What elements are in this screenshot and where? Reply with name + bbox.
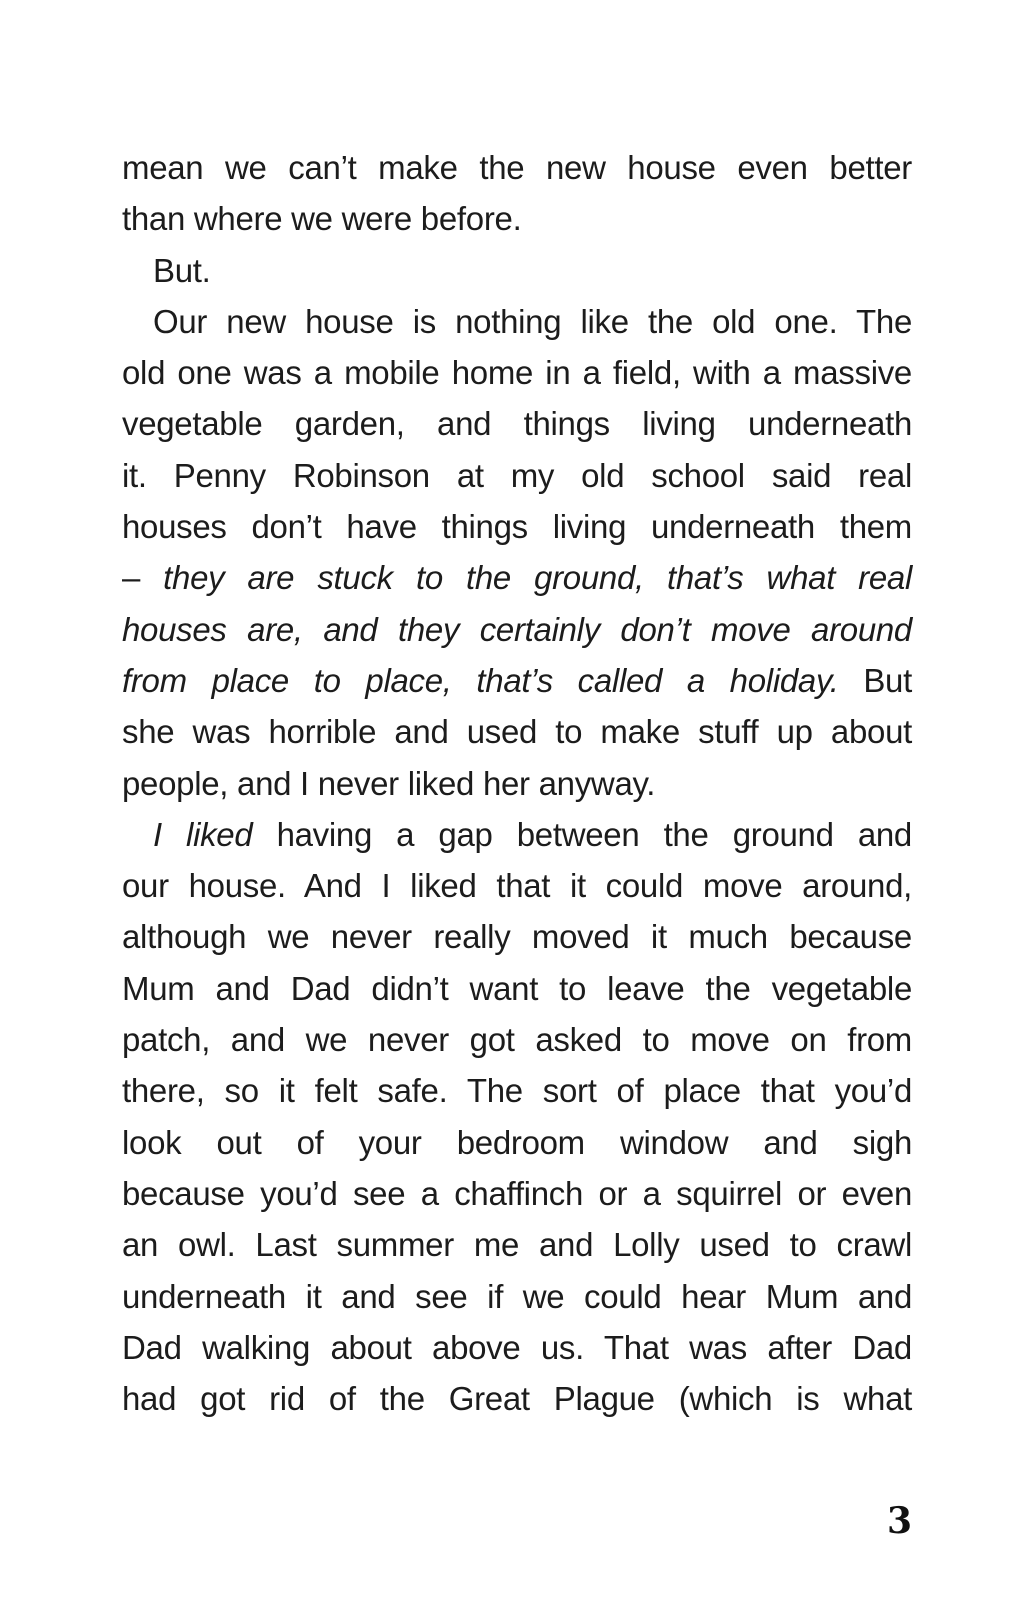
text-segment: because you’d see a chaffinch or a squirrel or even — [122, 1174, 912, 1212]
text-segment: she was horrible and used to make stuff up about — [122, 713, 912, 751]
italic-text-segment: they are stuck to the ground, that’s what real — [163, 559, 912, 597]
text-line — [122, 142, 912, 193]
body-text — [122, 142, 912, 1424]
text-line — [122, 860, 912, 911]
text-segment: having a gap between the ground and — [252, 815, 912, 853]
text-line — [122, 963, 912, 1014]
text-line — [122, 501, 912, 552]
text-segment: an owl. Last summer me and Lolly used to crawl — [122, 1226, 912, 1264]
text-line — [122, 1014, 912, 1065]
italic-text-segment: I liked — [153, 815, 253, 853]
text-line — [122, 1168, 912, 1219]
text-line — [122, 450, 912, 501]
text-line — [122, 655, 912, 706]
text-line — [122, 347, 912, 398]
text-segment: patch, and we never got asked to move on from — [122, 1021, 912, 1059]
text-segment: houses don’t have things living underneath them — [122, 508, 912, 546]
text-segment: Our new house is nothing like the old one. The — [153, 302, 912, 340]
page-number: 3 — [886, 1500, 912, 1542]
text-line — [122, 604, 912, 655]
text-line — [122, 1271, 912, 1322]
text-line — [122, 1322, 912, 1373]
text-segment: although we never really moved it much because — [122, 918, 912, 956]
italic-text-segment: houses are, and they certainly don’t move around — [122, 610, 912, 648]
text-line — [122, 398, 912, 449]
text-line — [122, 1373, 912, 1424]
text-line — [122, 245, 912, 296]
text-line — [122, 1117, 912, 1168]
text-line — [122, 758, 912, 809]
text-line — [122, 911, 912, 962]
text-segment: Mum and Dad didn’t want to leave the vegetable — [122, 969, 912, 1007]
italic-text-segment: from place to place, that’s called a holiday. — [122, 661, 839, 699]
text-line — [122, 1219, 912, 1270]
text-segment: there, so it felt safe. The sort of place that you’d — [122, 1072, 912, 1110]
text-segment: But — [838, 661, 912, 699]
text-segment: vegetable garden, and things living underneath — [122, 405, 912, 443]
text-segment: But. — [153, 251, 211, 289]
text-segment: underneath it and see if we could hear Mum and — [122, 1277, 912, 1315]
text-segment: – — [122, 559, 164, 597]
text-segment: than where we were before. — [122, 200, 522, 238]
text-line — [122, 552, 912, 603]
text-segment: had got rid of the Great Plague (which is what — [122, 1380, 912, 1418]
text-segment: Dad walking about above us. That was after Dad — [122, 1328, 912, 1366]
text-line — [122, 706, 912, 757]
text-segment: look out of your bedroom window and sigh — [122, 1123, 912, 1161]
text-segment: our house. And I liked that it could move around, — [122, 867, 912, 905]
text-segment: mean we can’t make the new house even better — [122, 149, 912, 186]
text-line — [122, 296, 912, 347]
text-line — [122, 809, 912, 860]
text-line — [122, 1065, 912, 1116]
text-segment: old one was a mobile home in a field, with a massive — [122, 354, 912, 392]
text-line — [122, 193, 912, 244]
text-segment: people, and I never liked her anyway. — [122, 764, 656, 802]
text-segment: it. Penny Robinson at my old school said real — [122, 456, 912, 494]
